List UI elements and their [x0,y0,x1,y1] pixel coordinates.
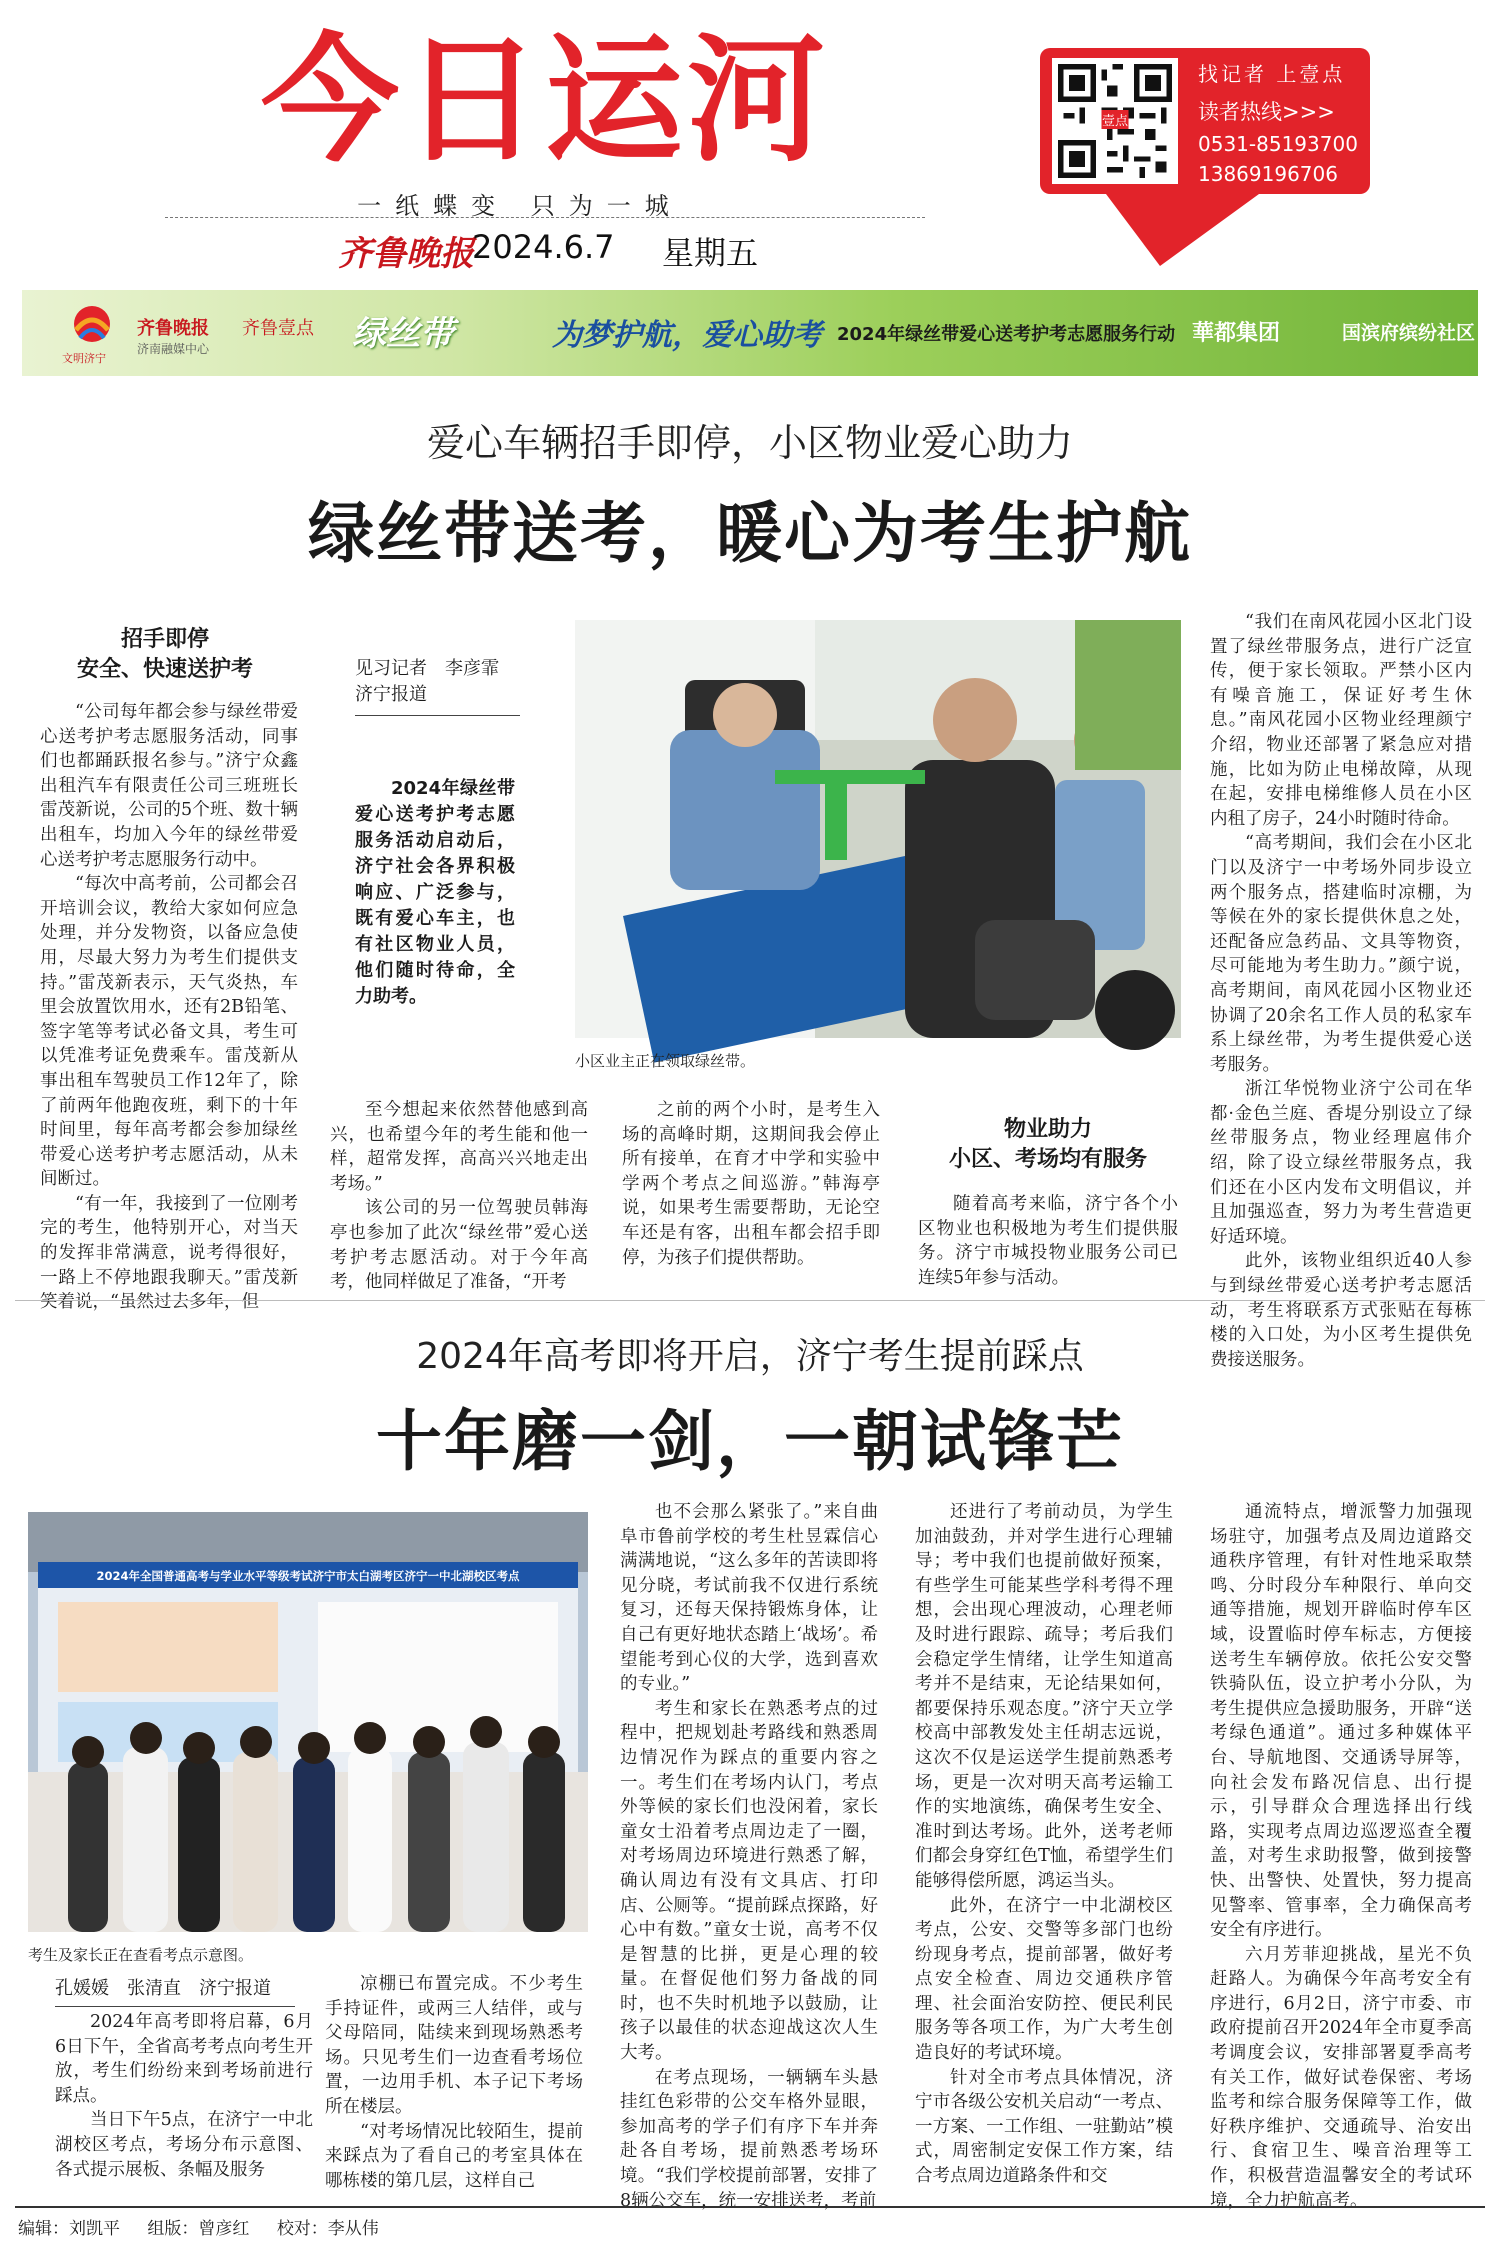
paragraph: 此外，该物业组织近40人参与到绿丝带爱心送考护考志愿活动，考生将联系方式张贴在每栋楼的入口处，为小区考生提供免费接送服务。 [1210,1251,1472,1370]
story1-photo-caption: 小区业主正在领取绿丝带。 [575,1052,756,1070]
story1-column-4 [918,1192,1178,1288]
banner-org-4: 济南融媒中心 [137,342,210,356]
story1-subhead-2: 物业助力 小区、考场均有服务 [948,1117,1147,1172]
banner-sponsor-1: 華都集团 [1192,321,1281,346]
story1-lead: 2024年绿丝带爱心送考护考志愿服务活动启动后，济宁社会各界积极响应、广泛参与，既有爱心车主，也有社区物业人员，他们随时待命，全力助考。 [355,778,515,1007]
story1-kicker: 爱心车辆招手即停，小区物业爱心助力 [426,421,1073,465]
story2-column-5 [1210,1500,1472,2211]
paragraph: 浙江华悦物业济宁公司在华都·金色兰庭、香堤分别设立了绿丝带服务点，物业经理扈伟介绍，除了设立绿丝带服务点，我们还在小区内发布文明倡议，并且加强巡查，努力为考生营造更好适环境。 [1210,1079,1472,1247]
story2-headline: 十年磨一剑，一朝试锋芒 [376,1402,1124,1480]
footer-layout: 组版：曾彦红 [147,2219,250,2239]
paragraph: 2024年高考即将启幕，6月6日下午，全省高考考点向考生开放，考生们纷纷来到考场前进行踩点。 [55,2012,313,2106]
paragraph: 六月芳菲迎挑战，星光不负赶路人。为确保今年高考安全有序进行，6月2日，济宁市委、市政府提前召开2024年全市夏季高考调度会议，安排部署夏季高考有关工作，做好试卷保密、考场监考和综合服务保障等工作，做好秩序维护、交通疏导、治安出行、食宿卫生、噪音治理等工作，积极营造温馨安全的考试环境，全力护航高考。 [1210,1944,1472,2211]
story1-photo [575,620,1181,1038]
story2-kicker: 2024年高考即将开启，济宁考生提前踩点 [416,1336,1084,1377]
paragraph: 此外，在济宁一中北湖校区考点，公安、交警等多部门也纷纷现身考点，提前部署，做好考点安全检查、周边交通秩序管理、社会面治安防控、便民利民服务等各项工作，为广大考生创造良好的考试环境。 [915,1895,1173,2064]
paragraph: “每次中高考前，公司都会召开培训会议，教给大家如何应急处理，并分发物资，以备应急使用，尽最大努力为考生们提供支持。”雷茂新表示，天气炎热，车里会放置饮用水，还有2B铅笔、签字笔等考试必备文具，考生可以凭准考证免费乘车。雷茂新从事出租车驾驶员工作12年了，除了前两年他跑夜班，剩下的十年时间里，每年高考都会参加绿丝带爱心送考护考志愿活动，从未间断过。 [40,874,298,1190]
paper-date: 2024.6.7 [472,228,615,266]
story1-column-1 [40,700,298,1313]
story2-byline: 孔媛媛 张清直 济宁报道 [55,1978,271,1999]
byline-rule [355,715,520,716]
masthead-slogan: 一纸蝶变 只为一城 [357,192,683,220]
story2-photo-caption: 考生及家长正在查看考点示意图。 [28,1946,254,1964]
campaign-banner [22,290,1478,376]
byline-rule-2 [55,2006,295,2007]
story1-column-2 [330,1098,588,1293]
paragraph: 还进行了考前动员，为学生加油鼓劲，并对学生进行心理辅导；考中我们也提前做好预案，有些学生可能某些学科考得不理想，会出现心理波动，心理老师及时进行跟踪、疏导；考后我们会稳定学生情绪，让学生知道高考并不是结束，无论结果如何，都要保持乐观态度。”济宁天立学校高中部教发处主任胡志远说，这次不仅是运送学生提前熟悉考场，更是一次对明天高考运输工作的实地演练，确保考生安全、准时到达考场。此外，送考老师们都会身穿红色T恤，希望学生们能够得偿所愿，鸿运当头。 [915,1502,1173,1891]
story2-photo [28,1512,588,1932]
hotline-tail [1100,186,1270,266]
story1-byline [355,656,525,708]
masthead-logo [165,20,925,181]
paragraph: “对考场情况比较陌生，提前来踩点为了看自己的考室具体在哪栋楼的第几层，这样自己 [325,2121,583,2191]
paragraph: 考生和家长在熟悉考点的过程中，把规划赴考路线和熟悉周边情况作为踩点的重要内容之一。考生们在考场内认门，考点外等候的家长们也没闲着，家长童女士沿着考点周边走了一圈，对考场周边环境进行熟悉了解，确认周边有没有文具店、打印店、公厕等。“提前踩点探路，好心中有数。”童女士说，高考不仅是智慧的比拼，更是心理的较量。在督促他们努力备战的同时，也不失时机地予以鼓励，让孩子以最佳的状态迎战这次人生大考。 [620,1698,878,2064]
paragraph: 该公司的另一位驾驶员韩海亭也参加了此次“绿丝带”爱心送考护考志愿活动。对于今年高考，他同样做足了准备，“开考 [330,1198,588,1293]
story1-dateline: 济宁报道 [355,684,427,705]
banner-org-3: 文明济宁 [62,352,106,365]
footer-proofreader: 校对：李从伟 [276,2219,379,2239]
story2-column-2 [325,1972,583,2200]
hotline-label: 读者热线>>> [1198,100,1335,124]
svg-text:壹点: 壹点 [1101,113,1129,129]
story1-headline: 绿丝带送考，暖心为考生护航 [308,494,1192,572]
paper-name: 齐鲁晚报 [338,234,474,274]
paragraph: 针对全市考点具体情况，济宁市各级公安机关启动“一考点、一方案、一工作组、一驻勤站”模式，周密制定安保工作方案，结合考点周边道路条件和交 [915,2067,1173,2187]
masthead-rule [165,217,925,218]
masthead-title [165,20,925,181]
banner-org-1: 齐鲁晚报 [137,318,209,339]
hotline-phone-1[interactable]: 0531-85193700 [1198,132,1358,156]
paragraph: “公司每年都会参与绿丝带爱心送考护考志愿服务活动，同事们也都踊跃报名参与。”济宁众鑫出租汽车有限责任公司三班班长雷茂新说，公司的5个班、数十辆出租车，均加入今年的绿丝带爱心送考护考志愿服务行动中。 [40,702,298,870]
hotline-phone-2[interactable]: 13869196706 [1198,162,1338,186]
paragraph: 随着高考来临，济宁各个小区物业也积极地为考生们提供服务。济宁市城投物业服务公司已连续5年参与活动。 [918,1194,1178,1288]
paragraph: “我们在南风花园小区北门设置了绿丝带服务点，进行广泛宣传，便于家长领取。严禁小区内有噪音施工，保证好考生休息。”南风花园小区物业经理颜宁介绍，物业还部署了紧急应对措施，比如为防止电梯故障，从现在起，安排电梯维修人员在小区内租了房子，24小时随时待命。 [1210,612,1472,829]
banner-sponsor-2: 国滨府缤纷社区 [1342,322,1476,344]
qr-code-icon[interactable] [1052,58,1178,184]
story2-column-1 [55,2010,313,2200]
banner-org-2: 齐鲁壹点 [242,318,314,339]
banner-event: 2024年绿丝带爱心送考护考志愿服务行动 [837,324,1176,345]
paragraph: 至今想起来依然替他感到高兴，也希望今年的考生能和他一样，超常发挥，高高兴兴地走出考场。” [330,1100,588,1194]
story2-column-3 [620,1500,878,2211]
page-footer [18,2214,401,2239]
story1-reporter: 见习记者 李彦霏 [355,658,499,679]
paragraph: 之前的两个小时，是考生入场的高峰时期，这期间我会停止所有接单，在育才中学和实验中学两个考点之间巡游。”韩海亭说，如果考生需要帮助，无论空车还是有客，出租车都会招手即停，为孩子们提供帮助。 [622,1100,880,1268]
volunteer-photo-image [575,620,1181,1038]
paragraph: “有一年，我接到了一位刚考完的考生，他特别开心，对当天的发挥非常满意，说考得很好，一路上不停地跟我聊天。”雷茂新笑着说，“虽然过去多年，但 [40,1193,298,1313]
exam-site-photo-image [28,1512,588,1932]
story1-column-3 [622,1098,880,1288]
paragraph: 当日下午5点，在济宁一中北湖校区考点，考场分布示意图、各式提示展板、条幅及服务 [55,2110,313,2180]
photo-banner-text: 2024年全国普通高考与学业水平等级考试济宁市太白湖考区济宁一中北湖校区考点 [96,1569,520,1583]
story1-column-5 [1210,610,1472,1370]
paragraph: “高考期间，我们会在小区北门以及济宁一中考场外同步设立两个服务点，搭建临时凉棚，为等候在外的家长提供休息之处，还配备应急药品、文具等物资，尽可能地为考生助力。”颜宁说，高考期间，南风花园小区物业还协调了20余名工作人员的私家车系上绿丝带，为考生提供爱心送考服务。 [1210,833,1472,1075]
footer-editor: 编辑：刘凯平 [18,2219,120,2239]
section-divider [15,1300,1485,1301]
paragraph: 通流特点，增派警力加强现场驻守，加强考点及周边道路交通秩序管理，有针对性地采取禁鸣、分时段分车种限行、单向交通等措施，规划开辟临时停车区域，设置临时停车标志，方便接送考生车辆停放。依托公安交警铁骑队伍，设立护考小分队，为考生提供应急援助服务，开辟“送考绿色通道”。通过多种媒体平台、导航地图、交通诱导屏等，向社会发布路况信息、出行提示，引导群众合理选择出行线路，实现考点周边巡逻巡查全覆盖，对考生求助报警，做到接警快、出警快、处置快，努力提高见警率、管事率，全力确保高考安全有序进行。 [1210,1502,1472,1941]
paragraph: 凉棚已布置完成。不少考生手持证件，或两三人结伴，或与父母陪同，陆续来到现场熟悉考场。只见考生们一边查看考场位置，一边用手机、本子记下考场所在楼层。 [325,1974,583,2117]
footer-rule [15,2206,1485,2208]
svg-text:今日运河: 今日运河 [260,20,830,181]
paper-weekday: 星期五 [662,234,759,272]
story2-column-4 [915,1500,1173,2200]
banner-slogan: 为梦护航，爱心助考 [552,318,822,353]
hotline-title: 找记者 上壹点 [1198,62,1346,86]
paragraph: 也不会那么紧张了。”来自曲阜市鲁前学校的考生杜昱霖信心满满地说，“这么多年的苦读即将见分晓，考试前我不仅进行系统复习，还每天保持锻炼身体，让自己有更好地状态踏上‘战场’。希望能考到心仪的大学，选到喜欢的专业。” [620,1502,878,1695]
banner-campaign: 绿丝带 [352,314,454,354]
paragraph: 在考点现场，一辆辆车头悬挂红色彩带的公交车格外显眼，参加高考的学子们有序下车并奔赴各自考场，提前熟悉考场环境。“我们学校提前部署，安排了8辆公交车，统一安排送考，考前 [620,2067,878,2211]
story1-subhead-1: 招手即停 安全、快速送护考 [76,627,253,682]
